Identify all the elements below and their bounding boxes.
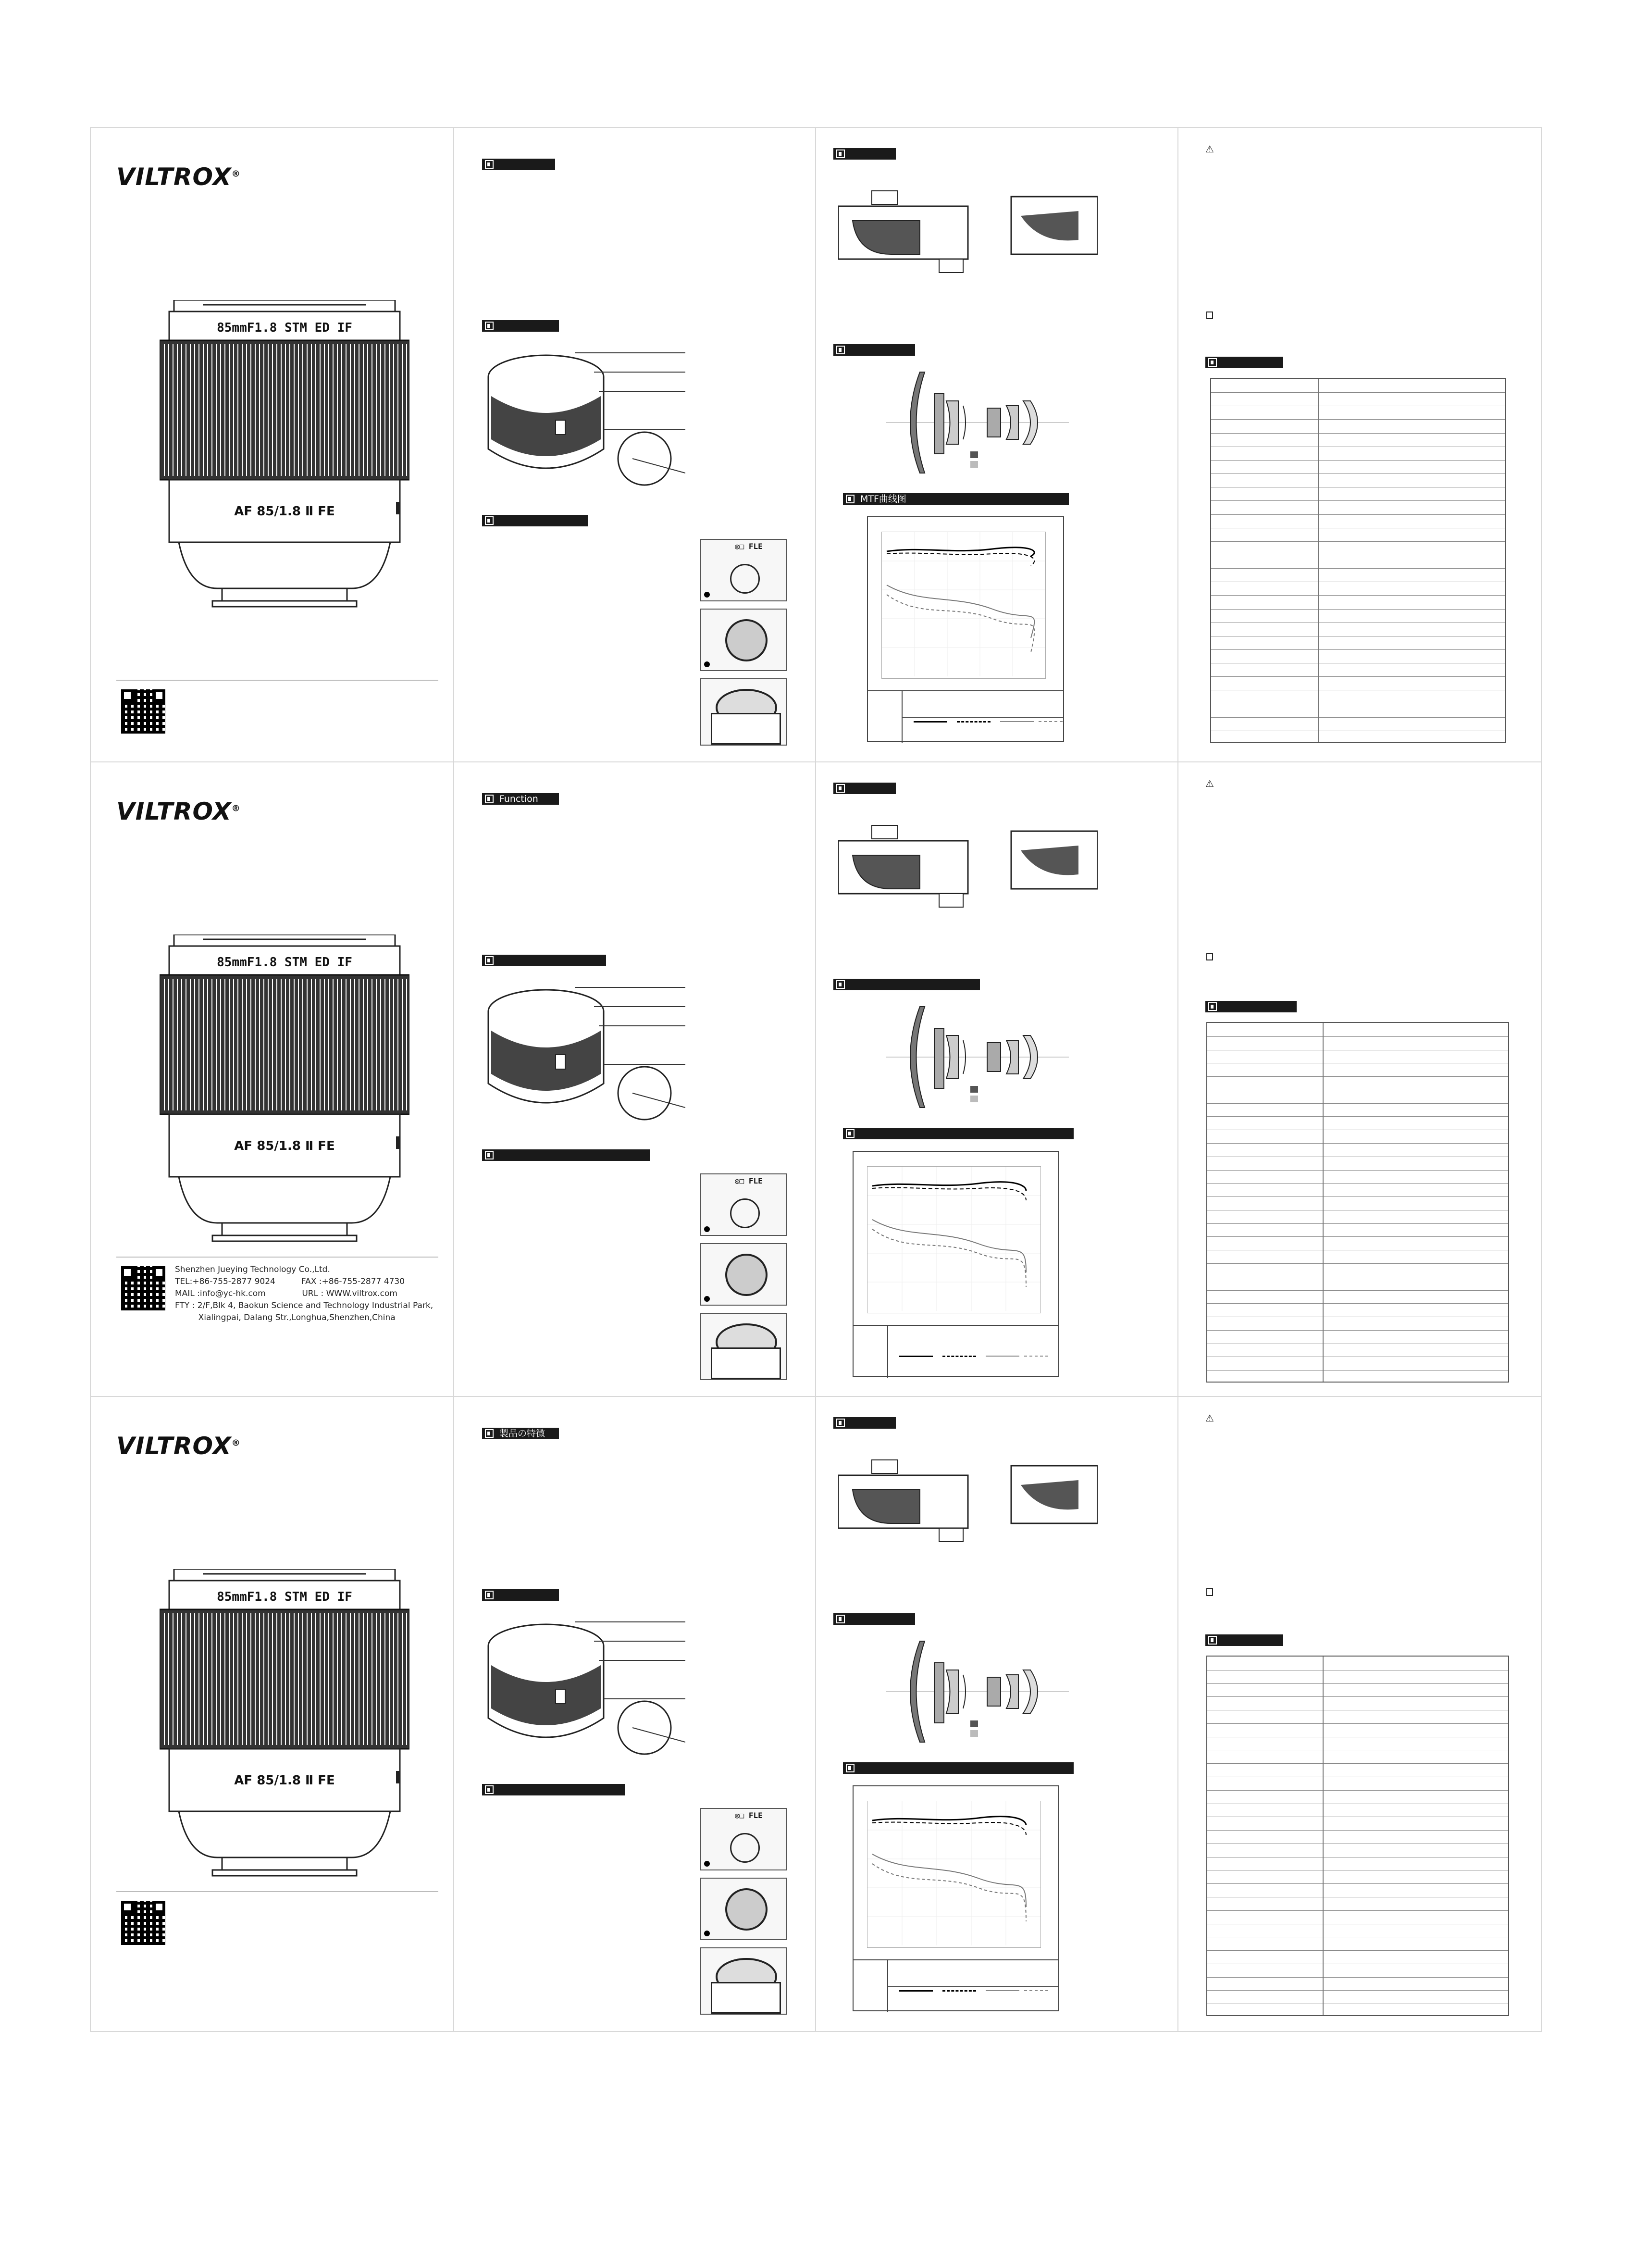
section-icon (485, 1429, 494, 1438)
table-row (1207, 1683, 1508, 1684)
lens-hood-diagram (838, 187, 1098, 283)
optical-structure-diagram (886, 1636, 1069, 1747)
table-row (1207, 1290, 1508, 1291)
section-title-parts (482, 955, 606, 966)
mount-label: ◎□ FLE (735, 1176, 763, 1185)
table-divider (1318, 379, 1319, 742)
section-title-features: 製品の特徴 (482, 1428, 559, 1439)
lens-illustration (160, 1569, 409, 1877)
mtf-chart (867, 516, 1064, 742)
lens-side-illustration (479, 978, 685, 1122)
optics-panel (814, 1396, 1177, 2031)
specification-table (1206, 1022, 1509, 1383)
table-row (1207, 1830, 1508, 1831)
section-icon (485, 956, 494, 965)
company-contact (175, 1264, 433, 1324)
table-row (1207, 1263, 1508, 1264)
warning-icon: ⚠ (1205, 778, 1214, 789)
table-row (1207, 1303, 1508, 1304)
section-title-mounting (482, 515, 588, 526)
section-title-structure (833, 344, 915, 356)
table-row (1207, 1977, 1508, 1978)
table-row (1207, 1076, 1508, 1077)
table-row (1211, 676, 1505, 677)
lens-hood-diagram (838, 822, 1098, 918)
mount-step-image (700, 1313, 787, 1380)
table-row (1207, 1330, 1508, 1331)
table-divider (1323, 1657, 1324, 2015)
qr-code[interactable] (121, 1901, 165, 1945)
section-title-hood (833, 1417, 896, 1429)
section-title-hood (833, 783, 896, 794)
spec-panel (1177, 761, 1542, 1396)
section-title-structure (833, 979, 980, 990)
parts-panel (452, 761, 814, 1396)
table-row (1207, 1143, 1508, 1144)
table-row (1207, 1103, 1508, 1104)
table-row (1211, 514, 1505, 515)
spec-panel (1177, 1396, 1542, 2031)
table-row (1207, 1696, 1508, 1697)
table-row (1211, 595, 1505, 596)
section-icon (485, 795, 494, 803)
specification-table (1206, 1656, 1509, 2016)
warning-icon: ⚠ (1205, 1412, 1214, 1424)
cover-panel (90, 1396, 452, 2031)
lens-model-text: AF 85/1.8 Ⅱ FE (234, 1773, 335, 1788)
section-title-mtf: MTF曲线图 (843, 493, 1069, 505)
section-title-features: Function (482, 793, 559, 805)
section-icon (485, 1151, 494, 1159)
section-title-parts (482, 1589, 559, 1601)
mount-step-image (700, 609, 787, 671)
lens-illustration (160, 935, 409, 1242)
lens-model-text: AF 85/1.8 Ⅱ FE (234, 504, 335, 519)
table-row (1211, 392, 1505, 393)
table-row (1207, 1723, 1508, 1724)
section-title-features (482, 159, 555, 170)
brand-logo: VILTROX® (116, 163, 241, 191)
separator (116, 680, 438, 681)
lens-illustration (160, 300, 409, 608)
table-row (1207, 1116, 1508, 1117)
section-icon (846, 1129, 855, 1138)
qr-code[interactable] (121, 689, 165, 734)
table-row (1211, 541, 1505, 542)
section-title-mtf (843, 1128, 1074, 1139)
cover-panel (90, 127, 452, 761)
section-icon (485, 1785, 494, 1794)
lens-side-illustration (479, 343, 685, 487)
mount-step-image (700, 1808, 787, 1870)
table-row (1207, 1990, 1508, 1991)
mtf-legend (854, 1959, 1058, 2012)
section-icon (485, 1591, 494, 1599)
table-row (1211, 609, 1505, 610)
optical-structure-diagram (886, 1002, 1069, 1112)
section-icon (1208, 1002, 1217, 1011)
mtf-legend (868, 690, 1063, 743)
section-icon (836, 1615, 845, 1623)
table-row (1207, 1883, 1508, 1884)
section-icon (836, 150, 845, 158)
table-row (1207, 1236, 1508, 1237)
section-icon (846, 495, 855, 503)
contact-line: TEL:+86-755-2877 9024 FAX :+86-755-2877 4730 (175, 1277, 405, 1286)
lens-model-text: AF 85/1.8 Ⅱ FE (234, 1139, 335, 1153)
section-icon (485, 516, 494, 525)
mount-label: ◎□ FLE (735, 1811, 763, 1820)
brand-logo: VILTROX® (116, 798, 241, 825)
section-title-specs (1205, 1634, 1283, 1646)
section-title-structure (833, 1613, 915, 1625)
table-row (1211, 568, 1505, 569)
separator (116, 1891, 438, 1892)
contact-line: Shenzhen Jueying Technology Co.,Ltd. (175, 1265, 330, 1274)
table-row (1211, 460, 1505, 461)
note-icon (1206, 312, 1213, 319)
optics-panel (814, 127, 1177, 761)
section-icon (1208, 1636, 1217, 1645)
qr-code[interactable] (121, 1266, 165, 1310)
mount-step-image (700, 539, 787, 601)
mtf-chart (853, 1785, 1059, 2011)
table-row (1211, 649, 1505, 650)
lens-side-illustration (479, 1612, 685, 1757)
section-title-mounting (482, 1784, 625, 1795)
parts-panel (452, 1396, 814, 2031)
table-row (1207, 1223, 1508, 1224)
table-row (1207, 1370, 1508, 1371)
section-title-mounting (482, 1149, 650, 1161)
table-row (1207, 1196, 1508, 1197)
lens-barrel-text: 85mmF1.8 STM ED IF (217, 321, 352, 335)
table-row (1211, 419, 1505, 420)
mtf-chart (853, 1151, 1059, 1377)
note-icon (1206, 1588, 1213, 1596)
contact-line: MAIL :info@yc-hk.com URL : WWW.viltrox.com (175, 1289, 397, 1298)
brand-logo: VILTROX® (116, 1432, 241, 1460)
table-row (1211, 433, 1505, 434)
lens-barrel-text: 85mmF1.8 STM ED IF (217, 1590, 352, 1604)
mount-step-image (700, 678, 787, 746)
table-row (1207, 1950, 1508, 1951)
section-icon (846, 1764, 855, 1772)
separator (116, 1257, 438, 1258)
specification-table (1210, 378, 1506, 743)
mtf-legend (854, 1325, 1058, 1378)
cover-panel (90, 761, 452, 1396)
table-row (1207, 1763, 1508, 1764)
section-title-mtf (843, 1762, 1074, 1774)
table-row (1207, 1036, 1508, 1037)
mount-label: ◎□ FLE (735, 542, 763, 551)
spec-panel (1177, 127, 1542, 761)
section-icon (836, 1419, 845, 1427)
table-row (1207, 1170, 1508, 1171)
section-title-specs (1205, 357, 1283, 368)
table-divider (1323, 1023, 1324, 1382)
table-row (1211, 717, 1505, 718)
lens-barrel-text: 85mmF1.8 STM ED IF (217, 955, 352, 970)
contact-line: FTY : 2/F,Blk 4, Baokun Science and Technology Industrial Park, (175, 1301, 434, 1310)
lens-hood-diagram (838, 1456, 1098, 1552)
mtf-plot (867, 1167, 1040, 1311)
mount-step-image (700, 1243, 787, 1306)
section-icon (485, 160, 494, 169)
mount-step-image (700, 1947, 787, 2015)
section-title-parts (482, 320, 559, 332)
optics-panel (814, 761, 1177, 1396)
section-title-hood (833, 148, 896, 160)
section-icon (836, 784, 845, 793)
section-icon (1208, 358, 1217, 367)
warning-icon: ⚠ (1205, 143, 1214, 155)
mtf-plot (867, 1801, 1040, 1945)
parts-panel (452, 127, 814, 761)
section-icon (836, 346, 845, 354)
table-row (1211, 500, 1505, 501)
note-icon (1206, 953, 1213, 960)
table-row (1207, 1183, 1508, 1184)
optical-structure-diagram (886, 367, 1069, 478)
table-row (1207, 1910, 1508, 1911)
mount-step-image (700, 1173, 787, 1236)
table-row (1207, 1790, 1508, 1791)
section-icon (836, 980, 845, 989)
section-icon (485, 322, 494, 330)
section-title-specs (1205, 1001, 1297, 1012)
mtf-plot (882, 532, 1045, 676)
mount-step-image (700, 1878, 787, 1940)
contact-line: Xialingpai, Dalang Str.,Longhua,Shenzhen,China (175, 1313, 396, 1322)
